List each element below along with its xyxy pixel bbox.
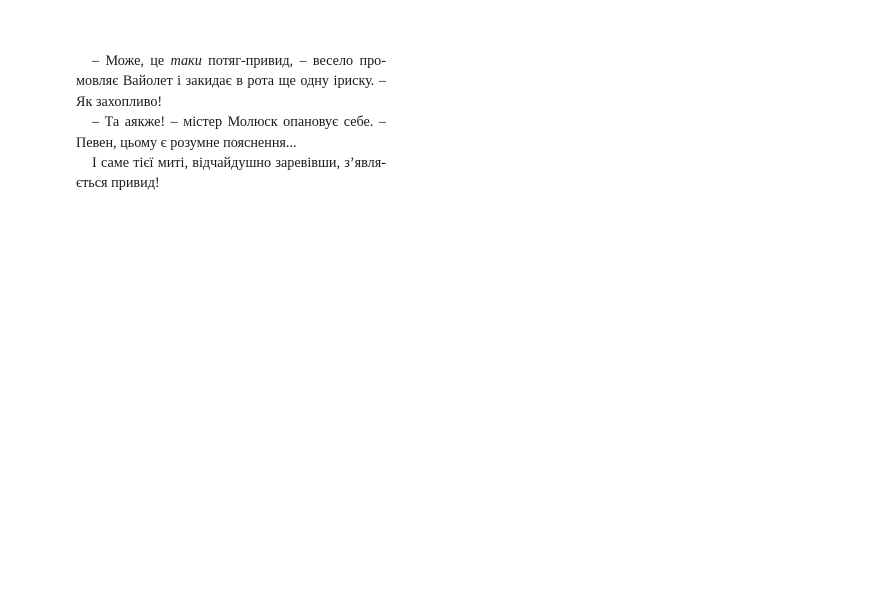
text-line: – Та аякже! – містер Молюск опановує себе. –	[92, 114, 386, 131]
left-page	[0, 0, 434, 600]
text-line: Певен, цьому є розумне пояснення...	[76, 134, 297, 151]
text-line: ється привид!	[76, 175, 160, 192]
paragraph	[76, 51, 386, 112]
left-page-text	[76, 51, 386, 194]
text-line: мовляє Вайолет і закидає в рота ще одну іриску. –	[76, 73, 386, 90]
text-line: І саме тієї миті, відчайдушно заревівши, з’явля-	[92, 155, 386, 172]
text-line: – Може, це таки потяг-привид, – весело про-	[92, 53, 386, 69]
text-line: Як захопливо!	[76, 93, 163, 110]
paragraph	[76, 153, 386, 194]
emphasis: таки	[170, 53, 202, 69]
right-page	[434, 0, 869, 600]
paragraph	[76, 112, 386, 153]
